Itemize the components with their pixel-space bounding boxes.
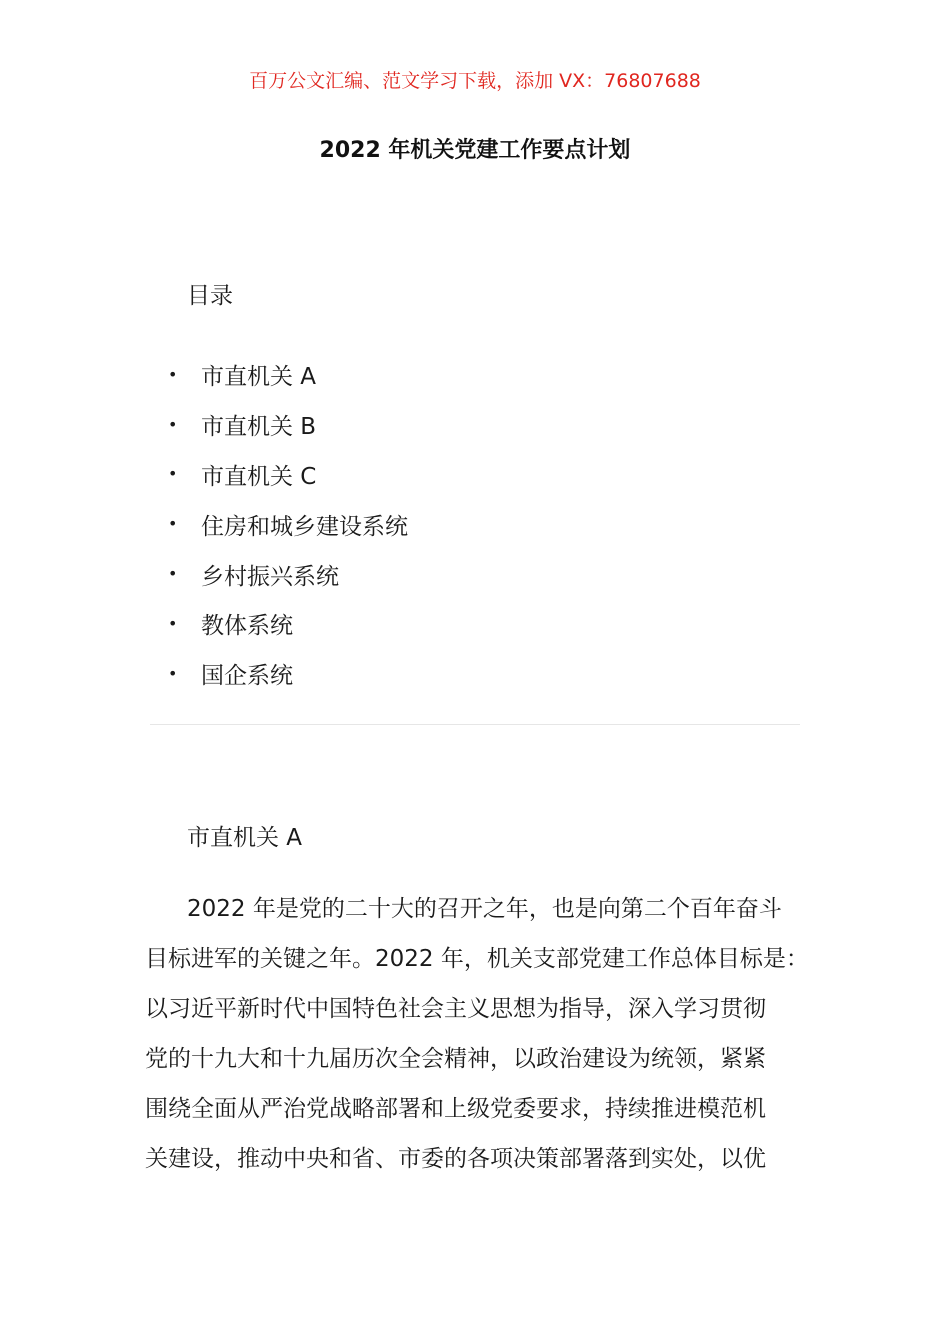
body-paragraph — [145, 884, 825, 1184]
toc-item[interactable] — [168, 549, 408, 599]
bullet-icon: • — [168, 663, 178, 683]
toc-item[interactable] — [168, 499, 408, 549]
section-heading: 市直机关 A — [187, 825, 303, 851]
toc-item-label: 市直机关 C — [201, 463, 317, 490]
bullet-icon: • — [168, 364, 178, 384]
toc-item-label: 乡村振兴系统 — [201, 563, 339, 590]
toc-item-label: 国企系统 — [201, 663, 293, 690]
toc-list — [168, 350, 408, 699]
toc-item[interactable] — [168, 400, 408, 450]
bullet-icon: • — [168, 514, 178, 534]
paragraph-line: 2022 年是党的二十大的召开之年，也是向第二个百年奋斗 — [187, 896, 782, 922]
watermark-banner: 百万公文汇编、范文学习下载，添加 VX：76807688 — [249, 70, 701, 92]
paragraph-line: 党的十九大和十九届历次全会精神，以政治建设为统领，紧紧 — [145, 1046, 766, 1072]
toc-item-label: 住房和城乡建设系统 — [201, 513, 408, 540]
toc-item[interactable] — [168, 450, 408, 500]
bullet-icon: • — [168, 464, 178, 484]
bullet-icon: • — [168, 564, 178, 584]
bullet-icon: • — [168, 414, 178, 434]
toc-item[interactable] — [168, 350, 408, 400]
toc-item[interactable] — [168, 599, 408, 649]
toc-item-label: 市直机关 B — [201, 414, 317, 441]
toc-item-label: 市直机关 A — [201, 364, 317, 391]
toc-heading: 目录 — [187, 283, 233, 309]
paragraph-line: 目标进军的关键之年。2022 年，机关支部党建工作总体目标是： — [145, 946, 809, 972]
toc-item[interactable] — [168, 649, 408, 699]
paragraph-line: 围绕全面从严治党战略部署和上级党委要求，持续推进模范机 — [145, 1096, 766, 1122]
toc-item-label: 教体系统 — [201, 613, 293, 640]
document-title: 2022 年机关党建工作要点计划 — [319, 138, 631, 163]
section-divider — [150, 724, 800, 725]
paragraph-line: 关建设，推动中央和省、市委的各项决策部署落到实处，以优 — [145, 1146, 766, 1172]
bullet-icon: • — [168, 613, 178, 633]
paragraph-line: 以习近平新时代中国特色社会主义思想为指导，深入学习贯彻 — [145, 996, 766, 1022]
